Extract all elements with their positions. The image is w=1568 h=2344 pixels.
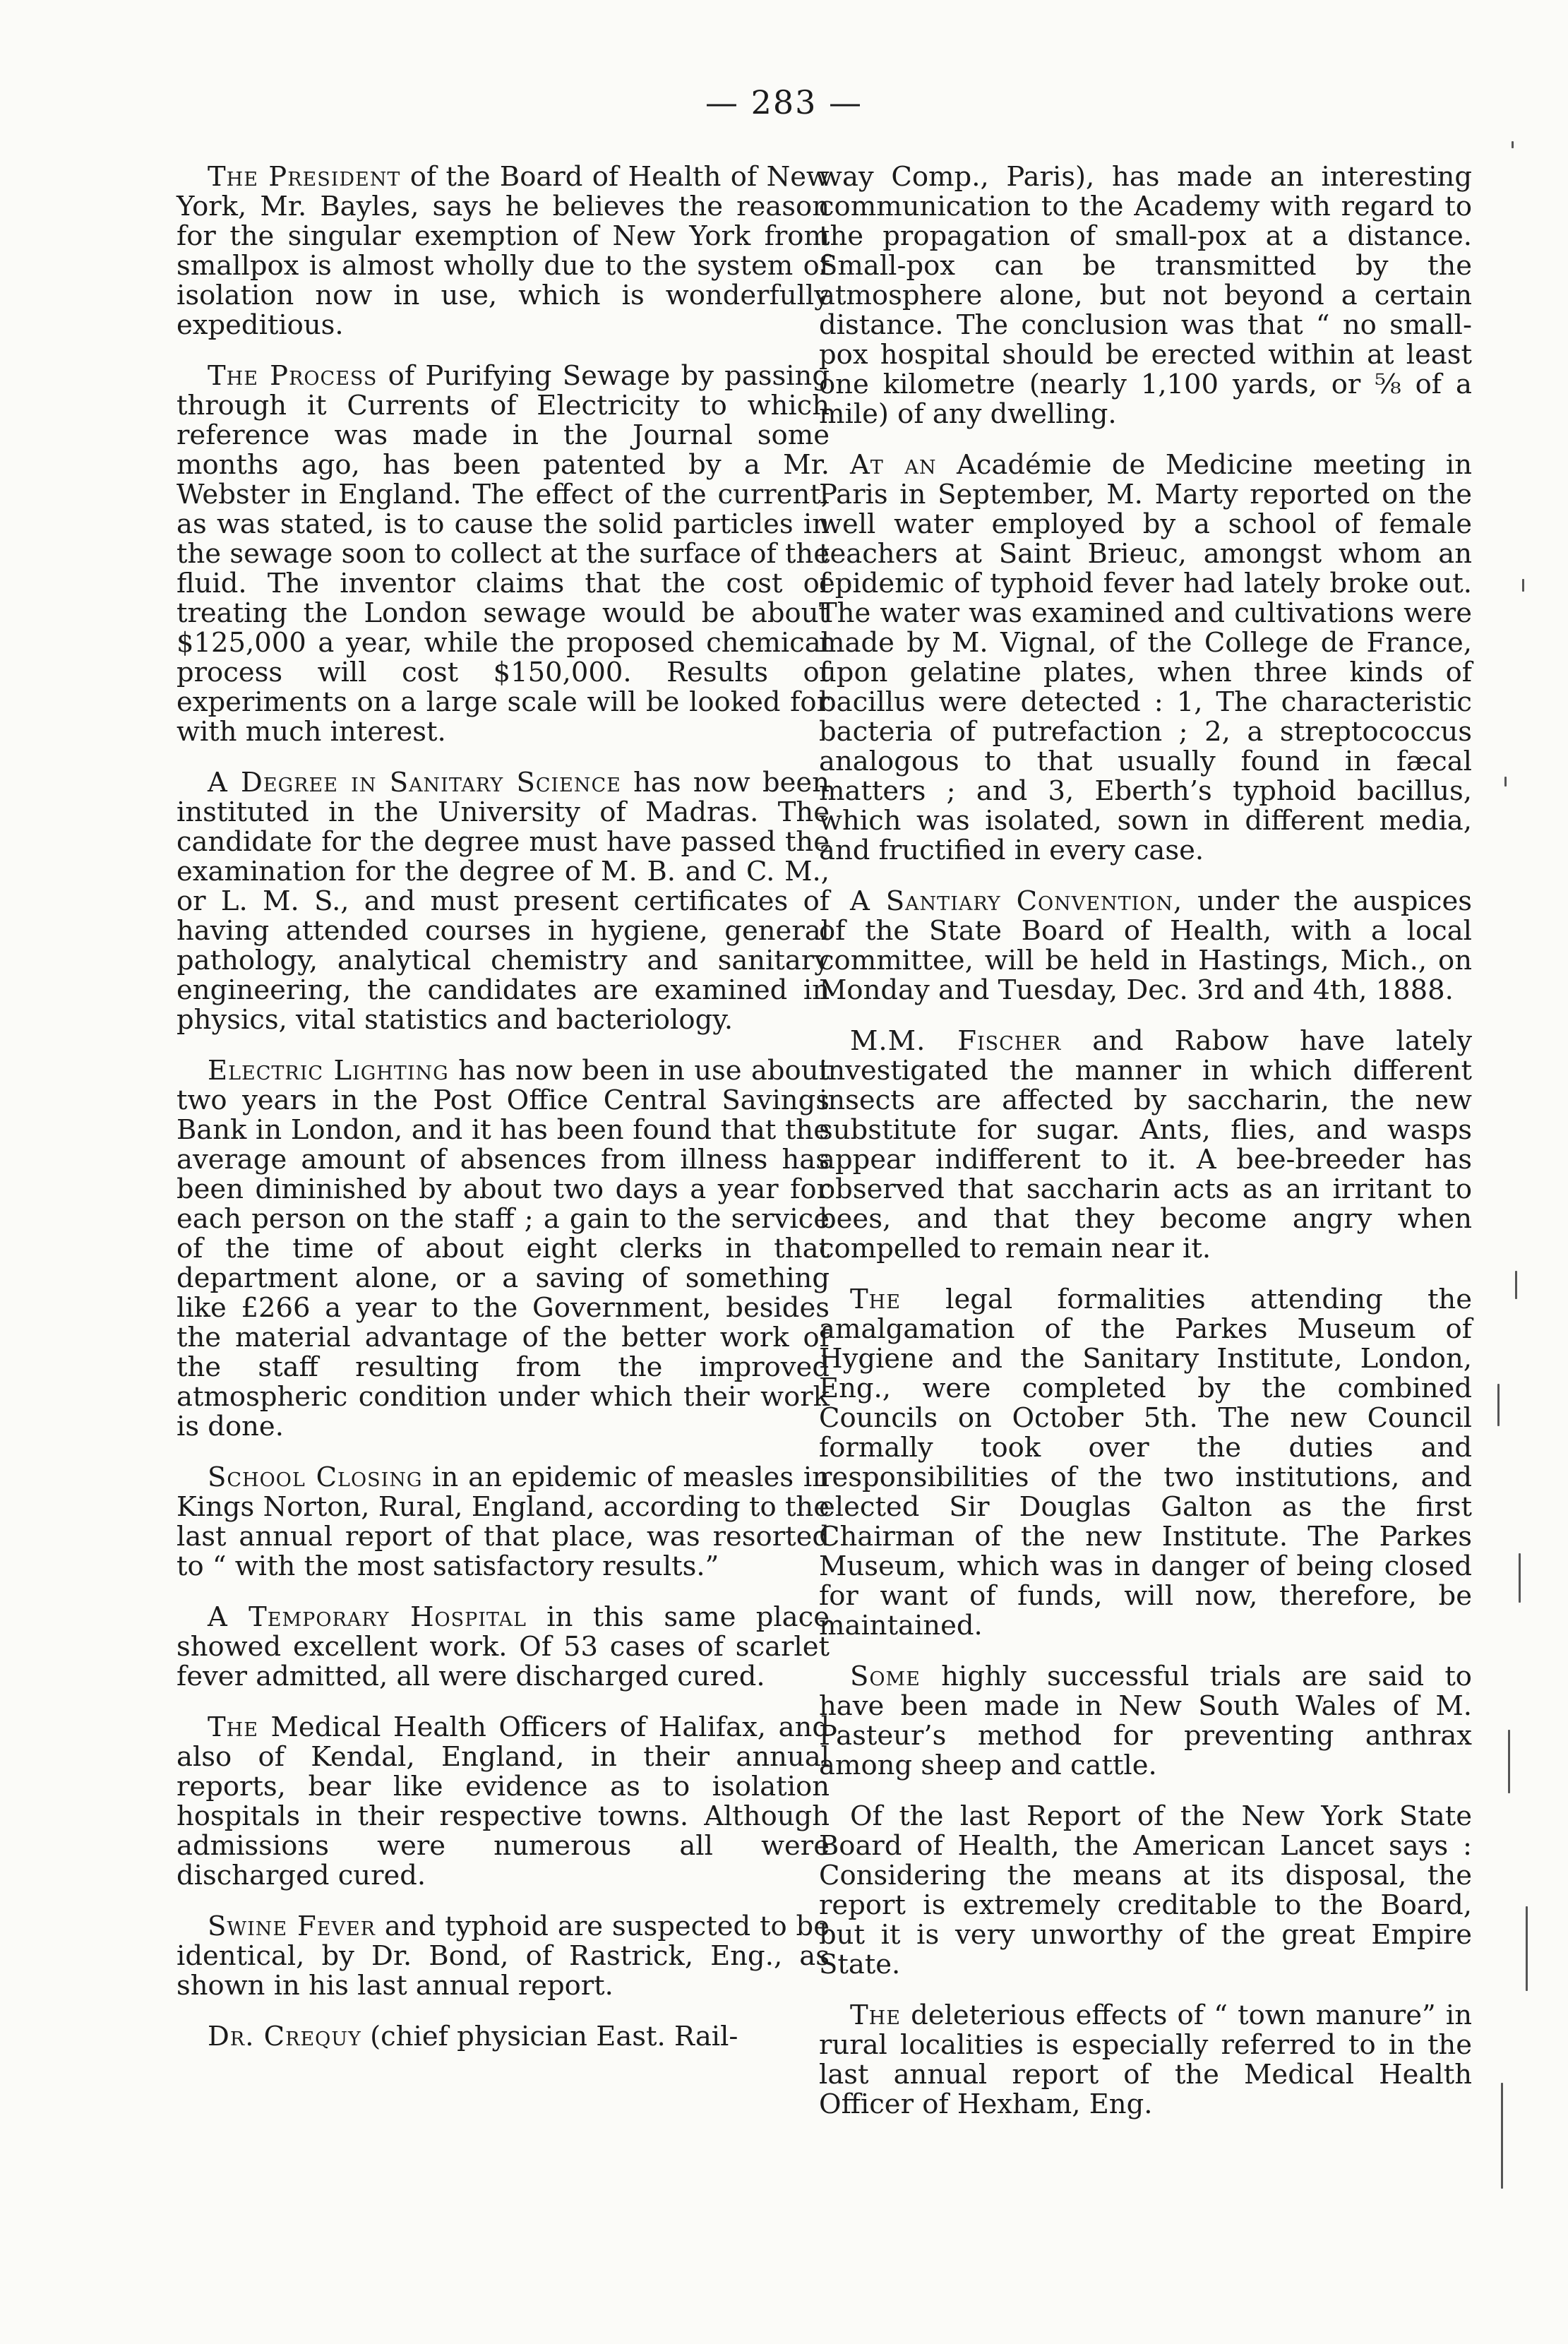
paragraph (176, 1463, 830, 1581)
paragraph (819, 450, 1472, 866)
scan-mark (1522, 579, 1524, 592)
paragraph-lead: Dr. Crequy (208, 2021, 361, 2052)
page-number: — 283 — (705, 83, 863, 121)
margin-scan-marks (1483, 141, 1547, 2259)
paragraph (176, 361, 830, 747)
paragraph-text: has now been instituted in the University of Madras. The candidate for the degree must have passed the examination for the degree of M. B. and C. M., or L. M. S., and must present certificates of having attended courses in hygiene, general pathology, analytical chemistry and sanitary engineering, the candidates are examined in physics, vital statistics and bacteriology. (176, 767, 830, 1036)
scan-mark (1497, 1384, 1500, 1426)
paragraph-lead: The Process (208, 360, 378, 392)
scan-mark (1501, 2083, 1503, 2189)
paragraph-text: in this same place showed excellent work. Of 53 cases of scarlet fever admitted, all were discharged cured. (176, 1601, 830, 1692)
scan-mark (1504, 777, 1507, 787)
paragraph-lead: Some (850, 1661, 921, 1692)
paragraph (176, 2022, 830, 2052)
paragraph-text: Of the last Report of the New York State Board of Health, the American Lancet says : Considering the means at its disposal, the report is extremely creditable to the Board, but it is very unworthy of the great Empire State. (819, 1800, 1472, 1980)
right-column (819, 162, 1472, 2141)
scan-mark (1508, 1730, 1510, 1793)
paragraph-text: of the Board of Health of New York, Mr. Bayles, says he believes the reason for the singular exemption of New York from smallpox is almost wholly due to the system of isolation now in use, which is wonderfully expeditious. (176, 161, 830, 341)
paragraph-text: Medical Health Officers of Halifax, and also of Kendal, England, in their annual reports, bear like evidence as to isolation hospitals in their respective towns. Although admissions were numerous all were discharged cured. (176, 1711, 830, 1891)
paragraph-text: in an epidemic of measles in Kings Norton, Rural, England, according to the last annual report of that place, was resorted to “ with the most satisfactory results.” (176, 1461, 830, 1582)
paragraph (176, 1713, 830, 1891)
paragraph (819, 1285, 1472, 1641)
paragraph-text: deleterious effects of “ town manure” in rural localities is especially referred to in the last annual report of the Medical Health Officer of Hexham, Eng. (819, 1999, 1472, 2120)
paragraph-lead: A Santiary Convention, (850, 885, 1183, 917)
paragraph (819, 887, 1472, 1005)
paragraph-text: highly successful trials are said to have been made in New South Wales of M. Pasteur’s method for preventing anthrax among sheep and cattle. (819, 1661, 1472, 1781)
paragraph-lead: The (208, 1711, 258, 1743)
paragraph-lead: Electric Lighting (208, 1055, 449, 1087)
paragraph-text: under the auspices of the State Board of Health, with a local committee, will be held in Hastings, Mich., on Monday and Tuesday, Dec. 3rd and 4th, 1888. (819, 885, 1472, 1006)
paragraph-lead: A Temporary Hospital (208, 1601, 527, 1633)
paragraph-text: Académie de Medicine meeting in Paris in September, M. Marty reported on the well water employed by a school of female teachers at Saint Brieuc, amongst whom an epidemic of typhoid fever had lately broke out. The water was examined and cultivations were made by M. Vignal, of the College de France, upon gelatine plates, when three kinds of bacillus were detected : 1, The characteristic bacteria of putrefaction ; 2, a streptococcus analogous to that usually found in fæcal matters ; and 3, Eberth’s typhoid bacillus, which was isolated, sown in different media, and fructified in every case. (819, 449, 1472, 866)
paragraph-lead: M.M. Fischer (850, 1025, 1062, 1057)
paragraph-lead: The (850, 1999, 901, 2031)
paragraph-text: has now been in use about two years in the Post Office Central Savings Bank in London, and it has been found that the average amount of absences from illness has been diminished by about two days a year for each person on the staff ; a gain to the service of the time of about eight clerks in that department alone, or a saving of something like £266 a year to the Government, besides the material advantage of the better work of the staff resulting from the improved atmospheric condition under which their work is done. (176, 1055, 830, 1442)
paragraph (819, 1662, 1472, 1781)
paragraph-lead: At an (850, 449, 937, 481)
paragraph-lead: The (850, 1284, 901, 1315)
paragraph-lead: The President (208, 161, 401, 193)
paragraph-text: and Rabow have lately investigated the manner in which different insects are affected by saccharin, the new substitute for sugar. Ants, flies, and wasps appear indifferent to it. A bee-breeder has observed that saccharin acts as an irritant to bees, and that they become angry when compelled to remain near it. (819, 1025, 1472, 1264)
paragraph-lead: School Closing (208, 1461, 423, 1493)
paragraph (176, 162, 830, 340)
paragraph (176, 768, 830, 1035)
paragraph-text: and typhoid are suspected to be identical, by Dr. Bond, of Rastrick, Eng., as shown in his last annual report. (176, 1911, 830, 2002)
paragraph-lead: A Degree in Sanitary Science (208, 767, 621, 799)
paragraph (176, 1912, 830, 2001)
scan-mark (1512, 141, 1514, 148)
scan-mark (1526, 1906, 1528, 1991)
paragraph (176, 1603, 830, 1692)
paragraph (176, 1056, 830, 1442)
paragraph (819, 1027, 1472, 1264)
paragraph (819, 162, 1472, 429)
paragraph-lead: Swine Fever (208, 1911, 376, 1942)
scan-mark (1515, 1271, 1517, 1299)
scan-mark (1519, 1553, 1521, 1603)
paragraph-text: (chief physician East. Rail- (361, 2021, 738, 2052)
left-column (176, 162, 830, 2073)
paragraph-text: way Comp., Paris), has made an interesting communication to the Academy with regard to the propagation of small-pox at a distance. Small-pox can be transmitted by the atmosphere alone, but not beyond a certain distance. The conclusion was that “ no small-pox hospital should be erected within at least one kilometre (nearly 1,100 yards, or ⅝ of a mile) of any dwelling. (819, 161, 1472, 430)
paragraph (819, 1802, 1472, 1980)
paragraph-text: legal formalities attending the amalgamation of the Parkes Museum of Hygiene and the Sanitary Institute, London, Eng., were completed by the combined Councils on October 5th. The new Council formally took over the duties and responsibilities of the two institutions, and elected Sir Douglas Galton as the first Chairman of the new Institute. The Parkes Museum, which was in danger of being closed for want of funds, will now, therefore, be maintained. (819, 1284, 1472, 1642)
paragraph (819, 2001, 1472, 2119)
paragraph-text: of Purifying Sewage by passing through it Currents of Electricity to which reference was made in the Journal some months ago, has been patented by a Mr. Webster in England. The effect of the current, as was stated, is to cause the solid particles in the sewage soon to collect at the surface of the fluid. The inventor claims that the cost of treating the London sewage would be about $125,000 a year, while the proposed chemical process will cost $150,000. Results of experiments on a large scale will be looked for with much interest. (176, 360, 830, 748)
